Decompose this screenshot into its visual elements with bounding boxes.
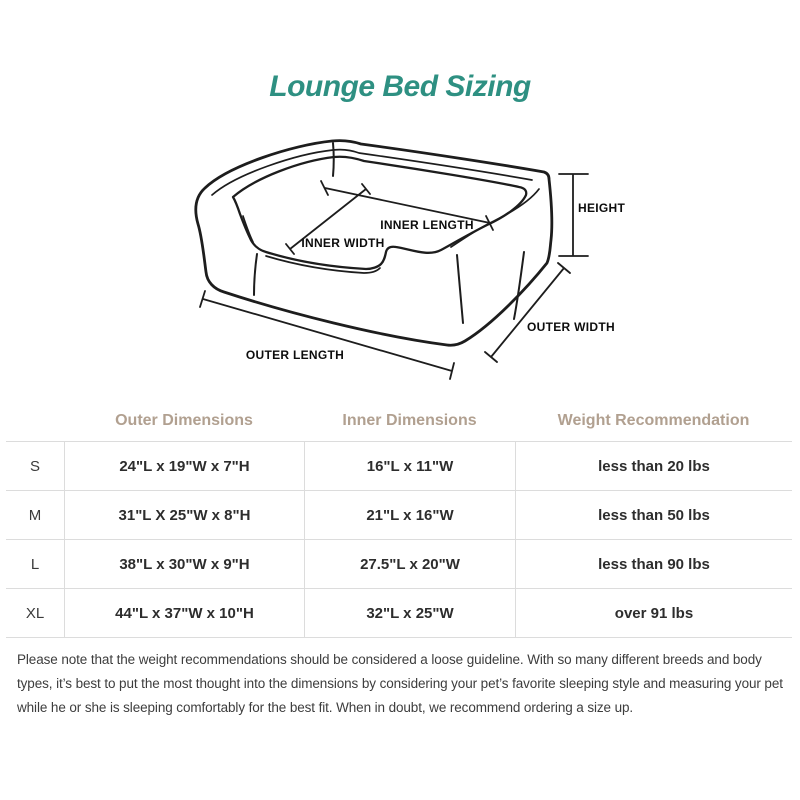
inner-dimensions-cell: 32"L x 25"W [304, 589, 515, 637]
inner-length-label: INNER LENGTH [380, 218, 474, 232]
seam-front-left [254, 254, 257, 295]
weight-guideline-note: Please note that the weight recommendations should be considered a loose guideline. With so many different breeds and body types, it’s best to put the most thought into the dimensions by considering your pet’s favorite sleeping style and measuring your pet while he or she is sleeping comfortably for the best fit. When in doubt, we recommend ordering a size up. [17, 652, 783, 715]
seam-right-body [514, 252, 524, 319]
height-dimension-line [559, 174, 588, 256]
outer-length-label: OUTER LENGTH [245, 348, 345, 362]
seam-back-bolster [333, 143, 334, 176]
inner-dimensions-cell: 21"L x 16"W [304, 491, 515, 539]
rim-double-line-dip [243, 216, 253, 242]
table-row [6, 490, 792, 539]
inner-width-label: INNER WIDTH [301, 236, 385, 250]
column-header-inner-dimensions: Inner Dimensions [342, 411, 477, 429]
size-cell: S [29, 457, 40, 475]
outer-dimensions-cell: 38"L x 30"W x 9"H [64, 540, 304, 588]
outer-dimensions-cell: 44"L x 37"W x 10"H [64, 589, 304, 637]
column-header-outer-dimensions: Outer Dimensions [115, 411, 253, 429]
weight-cell: over 91 lbs [515, 589, 792, 637]
size-cell: L [30, 555, 40, 573]
outer-length-dimension-line [200, 291, 454, 379]
weight-cell: less than 50 lbs [515, 491, 792, 539]
weight-cell: less than 20 lbs [515, 442, 792, 490]
table-row [6, 441, 792, 490]
weight-cell: less than 90 lbs [515, 540, 792, 588]
sizing-table [6, 400, 792, 638]
seam-front-right [457, 255, 463, 323]
column-header-weight-recommendation: Weight Recommendation [557, 411, 750, 429]
outer-dimensions-cell: 24"L x 19"W x 7"H [64, 442, 304, 490]
page-title: Lounge Bed Sizing [269, 70, 531, 103]
size-cell: XL [25, 604, 45, 622]
bed-diagram [170, 125, 630, 385]
outer-width-label: OUTER WIDTH [527, 320, 615, 334]
height-label: HEIGHT [578, 201, 626, 215]
inner-dimensions-cell: 27.5"L x 20"W [304, 540, 515, 588]
outer-dimensions-cell: 31"L X 25"W x 8"H [64, 491, 304, 539]
bed-inner-rim [233, 157, 526, 269]
rim-double-line-back [212, 150, 532, 195]
table-row [6, 588, 792, 638]
size-cell: M [28, 506, 42, 524]
table-header-row [6, 400, 792, 441]
table-row [6, 539, 792, 588]
inner-dimensions-cell: 16"L x 11"W [304, 442, 515, 490]
outer-width-dimension-line [485, 263, 570, 362]
